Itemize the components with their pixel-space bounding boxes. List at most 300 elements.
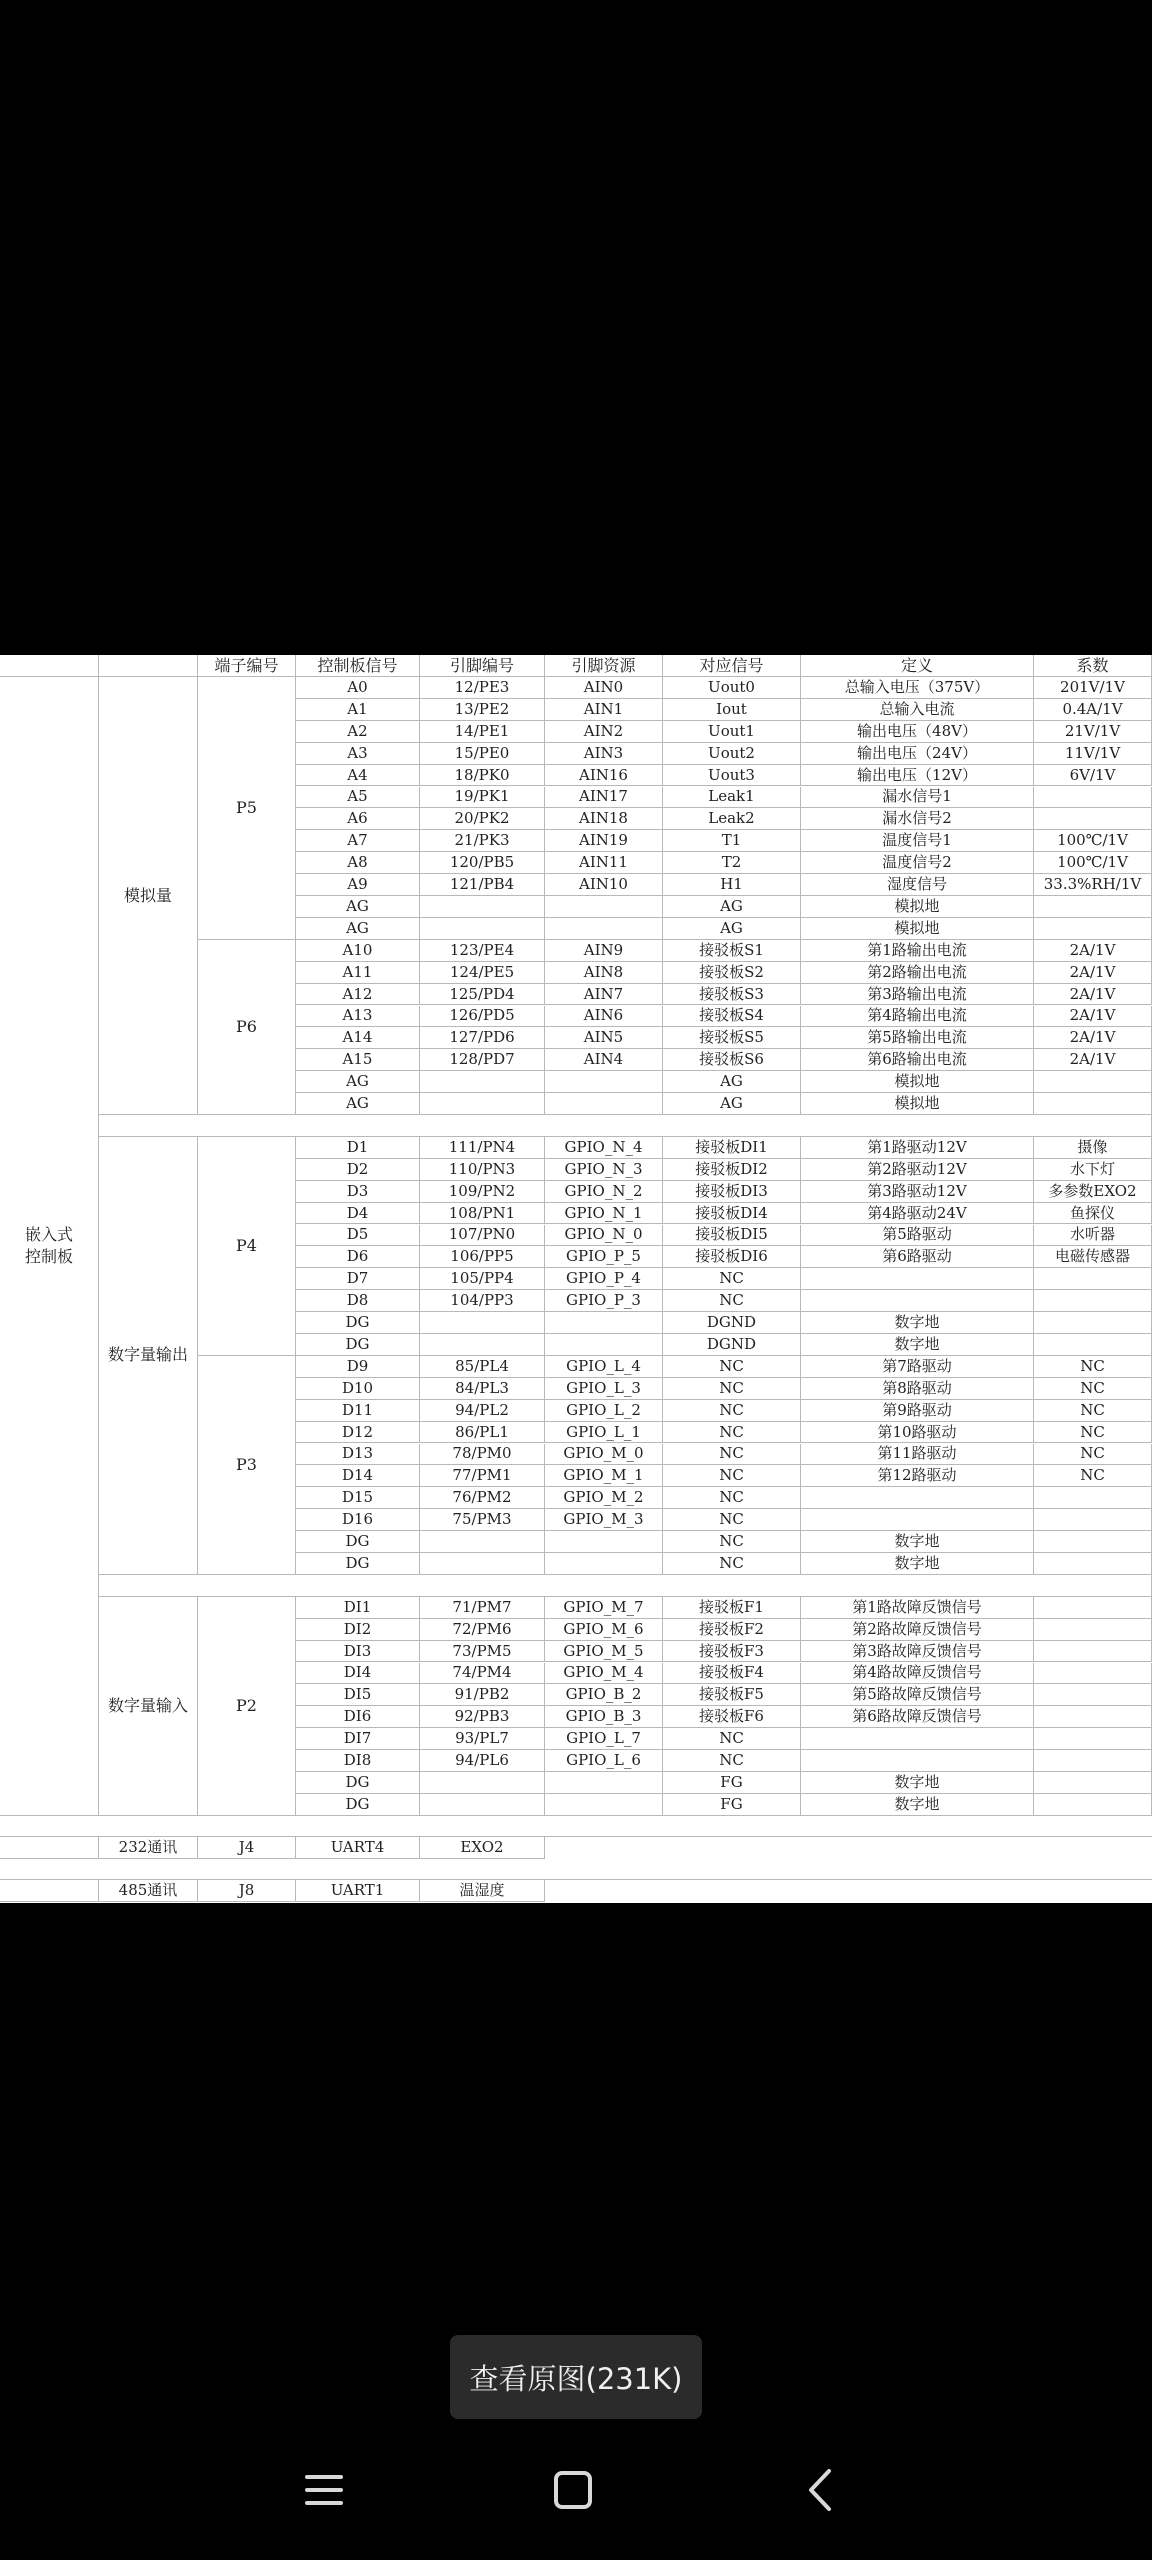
cell-signal: D2 xyxy=(296,1159,420,1181)
board-label: 嵌入式 控制板 xyxy=(0,677,99,1816)
cell-definition: 第1路驱动12V xyxy=(801,1137,1034,1159)
cell-coefficient xyxy=(1034,1794,1152,1816)
cell-coefficient xyxy=(1034,1619,1152,1641)
cell-resource: AIN0 xyxy=(545,677,663,699)
cell-mapped-signal: T2 xyxy=(663,852,801,874)
column-header: 端子编号 xyxy=(198,655,296,677)
cell-signal: DI8 xyxy=(296,1750,420,1772)
cell-resource: AIN6 xyxy=(545,1006,663,1028)
cell-coefficient xyxy=(1034,1684,1152,1706)
port-p4: P4 xyxy=(198,1137,296,1356)
cell-definition: 数字地 xyxy=(801,1531,1034,1553)
cell-coefficient: 2A/1V xyxy=(1034,1006,1152,1028)
comm-cell: UART4 xyxy=(296,1837,420,1859)
cell-resource: AIN1 xyxy=(545,699,663,721)
comm-blank xyxy=(0,1837,99,1859)
cell-coefficient: 2A/1V xyxy=(1034,1049,1152,1071)
back-icon[interactable] xyxy=(797,2465,847,2515)
cell-pin xyxy=(420,1312,545,1334)
cell-resource: GPIO_P_5 xyxy=(545,1246,663,1268)
cell-pin: 124/PE5 xyxy=(420,962,545,984)
cell-resource: GPIO_M_4 xyxy=(545,1663,663,1685)
cell-pin: 120/PB5 xyxy=(420,852,545,874)
port-p6: P6 xyxy=(198,940,296,1115)
cell-signal: D16 xyxy=(296,1509,420,1531)
cell-mapped-signal: 接驳板F6 xyxy=(663,1706,801,1728)
cell-pin xyxy=(420,918,545,940)
cell-coefficient xyxy=(1034,1268,1152,1290)
cell-signal: D8 xyxy=(296,1290,420,1312)
cell-definition: 湿度信号 xyxy=(801,874,1034,896)
cell-mapped-signal: AG xyxy=(663,1093,801,1115)
cell-signal: DG xyxy=(296,1794,420,1816)
cell-signal: D6 xyxy=(296,1246,420,1268)
cell-coefficient: NC xyxy=(1034,1356,1152,1378)
cell-pin: 18/PK0 xyxy=(420,765,545,787)
cell-definition: 第1路故障反馈信号 xyxy=(801,1597,1034,1619)
cell-coefficient: NC xyxy=(1034,1378,1152,1400)
cell-signal: DG xyxy=(296,1334,420,1356)
cell-mapped-signal: DGND xyxy=(663,1312,801,1334)
cell-mapped-signal: 接驳板F1 xyxy=(663,1597,801,1619)
column-header: 控制板信号 xyxy=(296,655,420,677)
cell-definition xyxy=(801,1487,1034,1509)
cell-resource: GPIO_M_0 xyxy=(545,1444,663,1466)
cell-definition: 第8路驱动 xyxy=(801,1378,1034,1400)
cell-signal: A9 xyxy=(296,874,420,896)
cell-resource xyxy=(545,918,663,940)
cell-mapped-signal: 接驳板DI1 xyxy=(663,1137,801,1159)
cell-pin: 105/PP4 xyxy=(420,1268,545,1290)
cell-signal: A7 xyxy=(296,830,420,852)
cell-mapped-signal: AG xyxy=(663,896,801,918)
cell-definition: 数字地 xyxy=(801,1334,1034,1356)
cell-signal: A13 xyxy=(296,1006,420,1028)
group-analog: 模拟量 xyxy=(99,677,198,1115)
group-digital-input: 数字量输入 xyxy=(99,1597,198,1816)
cell-pin xyxy=(420,1794,545,1816)
comm-blank xyxy=(0,1880,99,1902)
cell-definition: 温度信号1 xyxy=(801,830,1034,852)
cell-resource: GPIO_N_1 xyxy=(545,1203,663,1225)
cell-definition: 第3路输出电流 xyxy=(801,984,1034,1006)
cell-mapped-signal: NC xyxy=(663,1378,801,1400)
cell-coefficient: 摄像 xyxy=(1034,1137,1152,1159)
cell-signal: A14 xyxy=(296,1027,420,1049)
cell-resource: GPIO_M_3 xyxy=(545,1509,663,1531)
cell-signal: DI7 xyxy=(296,1728,420,1750)
comm-cell: UART1 xyxy=(296,1880,420,1902)
cell-resource: GPIO_M_1 xyxy=(545,1465,663,1487)
cell-pin: 74/PM4 xyxy=(420,1663,545,1685)
cell-pin: 110/PN3 xyxy=(420,1159,545,1181)
cell-definition: 模拟地 xyxy=(801,1093,1034,1115)
cell-definition: 数字地 xyxy=(801,1772,1034,1794)
cell-pin: 108/PN1 xyxy=(420,1203,545,1225)
cell-definition: 模拟地 xyxy=(801,896,1034,918)
cell-mapped-signal: NC xyxy=(663,1268,801,1290)
cell-coefficient: 21V/1V xyxy=(1034,721,1152,743)
cell-coefficient: NC xyxy=(1034,1400,1152,1422)
cell-resource: GPIO_L_3 xyxy=(545,1378,663,1400)
cell-signal: D3 xyxy=(296,1181,420,1203)
cell-signal: A1 xyxy=(296,699,420,721)
port-p5: P5 xyxy=(198,677,296,940)
cell-coefficient xyxy=(1034,1750,1152,1772)
cell-pin: 75/PM3 xyxy=(420,1509,545,1531)
cell-mapped-signal: NC xyxy=(663,1553,801,1575)
cell-mapped-signal: 接驳板DI2 xyxy=(663,1159,801,1181)
cell-mapped-signal: Uout3 xyxy=(663,765,801,787)
cell-signal: A12 xyxy=(296,984,420,1006)
comm-cell: 485通讯 xyxy=(99,1880,198,1902)
cell-coefficient xyxy=(1034,1312,1152,1334)
cell-definition: 第1路输出电流 xyxy=(801,940,1034,962)
cell-signal: D13 xyxy=(296,1444,420,1466)
cell-signal: D14 xyxy=(296,1465,420,1487)
cell-pin: 127/PD6 xyxy=(420,1027,545,1049)
home-icon[interactable] xyxy=(548,2465,598,2515)
cell-mapped-signal: 接驳板DI3 xyxy=(663,1181,801,1203)
cell-resource xyxy=(545,1553,663,1575)
gap-row xyxy=(99,1115,1152,1137)
cell-definition xyxy=(801,1290,1034,1312)
cell-coefficient: NC xyxy=(1034,1444,1152,1466)
cell-pin xyxy=(420,1334,545,1356)
cell-signal: DI6 xyxy=(296,1706,420,1728)
cell-pin: 94/PL6 xyxy=(420,1750,545,1772)
cell-pin: 14/PE1 xyxy=(420,721,545,743)
cell-definition: 漏水信号2 xyxy=(801,808,1034,830)
cell-resource xyxy=(545,1312,663,1334)
cell-resource: AIN4 xyxy=(545,1049,663,1071)
spacer-row xyxy=(0,1816,1152,1837)
cell-pin: 86/PL1 xyxy=(420,1422,545,1444)
cell-mapped-signal: NC xyxy=(663,1531,801,1553)
cell-mapped-signal: 接驳板DI5 xyxy=(663,1225,801,1247)
cell-mapped-signal: NC xyxy=(663,1487,801,1509)
cell-definition: 第6路驱动 xyxy=(801,1246,1034,1268)
cell-signal: DG xyxy=(296,1312,420,1334)
cell-mapped-signal: AG xyxy=(663,1071,801,1093)
cell-pin xyxy=(420,1093,545,1115)
cell-definition: 第2路输出电流 xyxy=(801,962,1034,984)
cell-mapped-signal: FG xyxy=(663,1772,801,1794)
cell-pin: 78/PM0 xyxy=(420,1444,545,1466)
cell-definition: 数字地 xyxy=(801,1312,1034,1334)
cell-resource xyxy=(545,1071,663,1093)
cell-definition: 第2路驱动12V xyxy=(801,1159,1034,1181)
cell-signal: DI5 xyxy=(296,1684,420,1706)
cell-signal: D12 xyxy=(296,1422,420,1444)
cell-pin xyxy=(420,1071,545,1093)
cell-mapped-signal: NC xyxy=(663,1422,801,1444)
cell-resource xyxy=(545,896,663,918)
cell-pin: 126/PD5 xyxy=(420,1006,545,1028)
cell-coefficient: 2A/1V xyxy=(1034,984,1152,1006)
cell-mapped-signal: Uout0 xyxy=(663,677,801,699)
cell-signal: AG xyxy=(296,896,420,918)
column-header: 系数 xyxy=(1034,655,1152,677)
cell-mapped-signal: NC xyxy=(663,1400,801,1422)
cell-definition: 输出电压（48V） xyxy=(801,721,1034,743)
cell-coefficient: 100℃/1V xyxy=(1034,830,1152,852)
cell-mapped-signal: T1 xyxy=(663,830,801,852)
cell-definition xyxy=(801,1509,1034,1531)
cell-signal: A11 xyxy=(296,962,420,984)
cell-coefficient: NC xyxy=(1034,1465,1152,1487)
cell-coefficient xyxy=(1034,1641,1152,1663)
cell-resource: AIN10 xyxy=(545,874,663,896)
cell-definition: 第9路驱动 xyxy=(801,1400,1034,1422)
cell-coefficient: NC xyxy=(1034,1422,1152,1444)
cell-pin: 15/PE0 xyxy=(420,743,545,765)
cell-definition: 第4路驱动24V xyxy=(801,1203,1034,1225)
cell-coefficient xyxy=(1034,1728,1152,1750)
cell-definition: 输出电压（12V） xyxy=(801,765,1034,787)
cell-coefficient: 2A/1V xyxy=(1034,962,1152,984)
cell-signal: D5 xyxy=(296,1225,420,1247)
cell-resource: GPIO_M_7 xyxy=(545,1597,663,1619)
cell-resource: AIN9 xyxy=(545,940,663,962)
cell-resource: GPIO_N_3 xyxy=(545,1159,663,1181)
cell-resource: AIN5 xyxy=(545,1027,663,1049)
cell-definition xyxy=(801,1750,1034,1772)
cell-definition: 模拟地 xyxy=(801,918,1034,940)
cell-pin xyxy=(420,1772,545,1794)
cell-coefficient xyxy=(1034,1487,1152,1509)
cell-mapped-signal: NC xyxy=(663,1750,801,1772)
cell-definition: 温度信号2 xyxy=(801,852,1034,874)
cell-definition: 第2路故障反馈信号 xyxy=(801,1619,1034,1641)
cell-coefficient xyxy=(1034,1663,1152,1685)
cell-signal: DI2 xyxy=(296,1619,420,1641)
cell-resource xyxy=(545,1093,663,1115)
spacer-row xyxy=(0,1859,1152,1880)
port-p3: P3 xyxy=(198,1356,296,1575)
cell-signal: A2 xyxy=(296,721,420,743)
cell-resource: GPIO_N_0 xyxy=(545,1225,663,1247)
comm-cell: J8 xyxy=(198,1880,296,1902)
cell-mapped-signal: AG xyxy=(663,918,801,940)
cell-definition xyxy=(801,1728,1034,1750)
cell-resource: GPIO_B_2 xyxy=(545,1684,663,1706)
cell-resource: AIN17 xyxy=(545,787,663,809)
cell-definition: 漏水信号1 xyxy=(801,787,1034,809)
cell-coefficient xyxy=(1034,918,1152,940)
view-original-button[interactable]: 查看原图(231K) xyxy=(450,2335,702,2419)
cell-mapped-signal: 接驳板S3 xyxy=(663,984,801,1006)
cell-pin: 21/PK3 xyxy=(420,830,545,852)
cell-resource: GPIO_P_3 xyxy=(545,1290,663,1312)
cell-mapped-signal: 接驳板F3 xyxy=(663,1641,801,1663)
cell-definition: 第3路故障反馈信号 xyxy=(801,1641,1034,1663)
cell-pin: 73/PM5 xyxy=(420,1641,545,1663)
cell-signal: DI3 xyxy=(296,1641,420,1663)
cell-mapped-signal: NC xyxy=(663,1290,801,1312)
cell-signal: A4 xyxy=(296,765,420,787)
cell-mapped-signal: H1 xyxy=(663,874,801,896)
cell-coefficient: 水听器 xyxy=(1034,1225,1152,1247)
cell-definition: 数字地 xyxy=(801,1794,1034,1816)
cell-definition: 数字地 xyxy=(801,1553,1034,1575)
gap-row xyxy=(99,1575,1152,1597)
cell-mapped-signal: 接驳板F2 xyxy=(663,1619,801,1641)
cell-signal: AG xyxy=(296,1071,420,1093)
cell-pin: 12/PE3 xyxy=(420,677,545,699)
cell-signal: A5 xyxy=(296,787,420,809)
cell-resource: AIN16 xyxy=(545,765,663,787)
cell-coefficient: 鱼探仪 xyxy=(1034,1203,1152,1225)
cell-coefficient: 6V/1V xyxy=(1034,765,1152,787)
cell-signal: A6 xyxy=(296,808,420,830)
cell-definition: 第6路故障反馈信号 xyxy=(801,1706,1034,1728)
cell-resource: GPIO_B_3 xyxy=(545,1706,663,1728)
cell-resource: AIN7 xyxy=(545,984,663,1006)
cell-resource: GPIO_M_2 xyxy=(545,1487,663,1509)
cell-pin: 109/PN2 xyxy=(420,1181,545,1203)
cell-coefficient xyxy=(1034,1706,1152,1728)
cell-signal: D1 xyxy=(296,1137,420,1159)
cell-pin: 106/PP5 xyxy=(420,1246,545,1268)
cell-resource: AIN3 xyxy=(545,743,663,765)
cell-pin: 128/PD7 xyxy=(420,1049,545,1071)
cell-mapped-signal: NC xyxy=(663,1465,801,1487)
cell-coefficient: 2A/1V xyxy=(1034,940,1152,962)
cell-coefficient xyxy=(1034,1290,1152,1312)
cell-pin: 123/PE4 xyxy=(420,940,545,962)
cell-definition: 第4路输出电流 xyxy=(801,1006,1034,1028)
cell-pin: 77/PM1 xyxy=(420,1465,545,1487)
cell-signal: DG xyxy=(296,1772,420,1794)
comm-cell: 232通讯 xyxy=(99,1837,198,1859)
cell-pin: 94/PL2 xyxy=(420,1400,545,1422)
cell-signal: D7 xyxy=(296,1268,420,1290)
cell-coefficient xyxy=(1034,1553,1152,1575)
cell-mapped-signal: Leak2 xyxy=(663,808,801,830)
cell-definition: 输出电压（24V） xyxy=(801,743,1034,765)
cell-pin: 93/PL7 xyxy=(420,1728,545,1750)
cell-definition: 总输入电压（375V） xyxy=(801,677,1034,699)
cell-signal: D11 xyxy=(296,1400,420,1422)
cell-coefficient xyxy=(1034,1071,1152,1093)
cell-resource: GPIO_M_6 xyxy=(545,1619,663,1641)
cell-pin xyxy=(420,1553,545,1575)
cell-definition: 第5路故障反馈信号 xyxy=(801,1684,1034,1706)
cell-mapped-signal: NC xyxy=(663,1509,801,1531)
cell-definition: 第12路驱动 xyxy=(801,1465,1034,1487)
cell-mapped-signal: 接驳板F4 xyxy=(663,1663,801,1685)
cell-signal: D9 xyxy=(296,1356,420,1378)
cell-definition: 第11路驱动 xyxy=(801,1444,1034,1466)
cell-definition: 第4路故障反馈信号 xyxy=(801,1663,1034,1685)
cell-mapped-signal: 接驳板DI6 xyxy=(663,1246,801,1268)
cell-signal: DI4 xyxy=(296,1663,420,1685)
cell-signal: D15 xyxy=(296,1487,420,1509)
cell-signal: AG xyxy=(296,1093,420,1115)
cell-coefficient: 100℃/1V xyxy=(1034,852,1152,874)
cell-signal: D10 xyxy=(296,1378,420,1400)
group-digital-output: 数字量输出 xyxy=(99,1137,198,1575)
cell-coefficient xyxy=(1034,1509,1152,1531)
cell-resource: GPIO_L_7 xyxy=(545,1728,663,1750)
cell-signal: A15 xyxy=(296,1049,420,1071)
cell-definition: 模拟地 xyxy=(801,1071,1034,1093)
cell-resource: GPIO_L_2 xyxy=(545,1400,663,1422)
cell-pin: 19/PK1 xyxy=(420,787,545,809)
cell-resource: GPIO_L_1 xyxy=(545,1422,663,1444)
cell-mapped-signal: 接驳板S5 xyxy=(663,1027,801,1049)
cell-definition: 第7路驱动 xyxy=(801,1356,1034,1378)
cell-mapped-signal: 接驳板F5 xyxy=(663,1684,801,1706)
cell-coefficient: 多参数EXO2 xyxy=(1034,1181,1152,1203)
cell-resource: GPIO_N_4 xyxy=(545,1137,663,1159)
cell-resource: GPIO_N_2 xyxy=(545,1181,663,1203)
cell-definition: 第3路驱动12V xyxy=(801,1181,1034,1203)
port-p2: P2 xyxy=(198,1597,296,1816)
cell-pin xyxy=(420,896,545,918)
cell-coefficient xyxy=(1034,1093,1152,1115)
cell-resource: AIN8 xyxy=(545,962,663,984)
cell-mapped-signal: 接驳板S1 xyxy=(663,940,801,962)
cell-coefficient: 0.4A/1V xyxy=(1034,699,1152,721)
cell-coefficient: 电磁传感器 xyxy=(1034,1246,1152,1268)
cell-coefficient xyxy=(1034,1334,1152,1356)
cell-pin: 20/PK2 xyxy=(420,808,545,830)
menu-icon[interactable] xyxy=(299,2465,349,2515)
comm-cell: J4 xyxy=(198,1837,296,1859)
cell-mapped-signal: NC xyxy=(663,1356,801,1378)
cell-coefficient: 201V/1V xyxy=(1034,677,1152,699)
cell-mapped-signal: FG xyxy=(663,1794,801,1816)
cell-signal: DG xyxy=(296,1553,420,1575)
cell-mapped-signal: Uout1 xyxy=(663,721,801,743)
cell-resource: AIN11 xyxy=(545,852,663,874)
cell-mapped-signal: Uout2 xyxy=(663,743,801,765)
cell-resource: GPIO_P_4 xyxy=(545,1268,663,1290)
cell-pin: 92/PB3 xyxy=(420,1706,545,1728)
cell-coefficient: 水下灯 xyxy=(1034,1159,1152,1181)
cell-resource: AIN19 xyxy=(545,830,663,852)
cell-coefficient xyxy=(1034,896,1152,918)
header-blank xyxy=(99,655,198,677)
cell-mapped-signal: DGND xyxy=(663,1334,801,1356)
cell-definition: 总输入电流 xyxy=(801,699,1034,721)
spreadsheet-image xyxy=(0,655,1152,1903)
cell-coefficient: 2A/1V xyxy=(1034,1027,1152,1049)
cell-definition: 第5路输出电流 xyxy=(801,1027,1034,1049)
cell-pin: 121/PB4 xyxy=(420,874,545,896)
cell-pin: 91/PB2 xyxy=(420,1684,545,1706)
cell-signal: DG xyxy=(296,1531,420,1553)
column-header: 引脚编号 xyxy=(420,655,545,677)
cell-mapped-signal: NC xyxy=(663,1444,801,1466)
cell-definition: 第10路驱动 xyxy=(801,1422,1034,1444)
cell-signal: A3 xyxy=(296,743,420,765)
cell-pin: 76/PM2 xyxy=(420,1487,545,1509)
cell-definition: 第5路驱动 xyxy=(801,1225,1034,1247)
cell-pin: 104/PP3 xyxy=(420,1290,545,1312)
cell-resource: GPIO_L_4 xyxy=(545,1356,663,1378)
column-header: 定义 xyxy=(801,655,1034,677)
column-header: 引脚资源 xyxy=(545,655,663,677)
cell-definition: 第6路输出电流 xyxy=(801,1049,1034,1071)
cell-pin: 13/PE2 xyxy=(420,699,545,721)
cell-pin: 71/PM7 xyxy=(420,1597,545,1619)
cell-resource: GPIO_M_5 xyxy=(545,1641,663,1663)
cell-signal: D4 xyxy=(296,1203,420,1225)
cell-signal: A10 xyxy=(296,940,420,962)
